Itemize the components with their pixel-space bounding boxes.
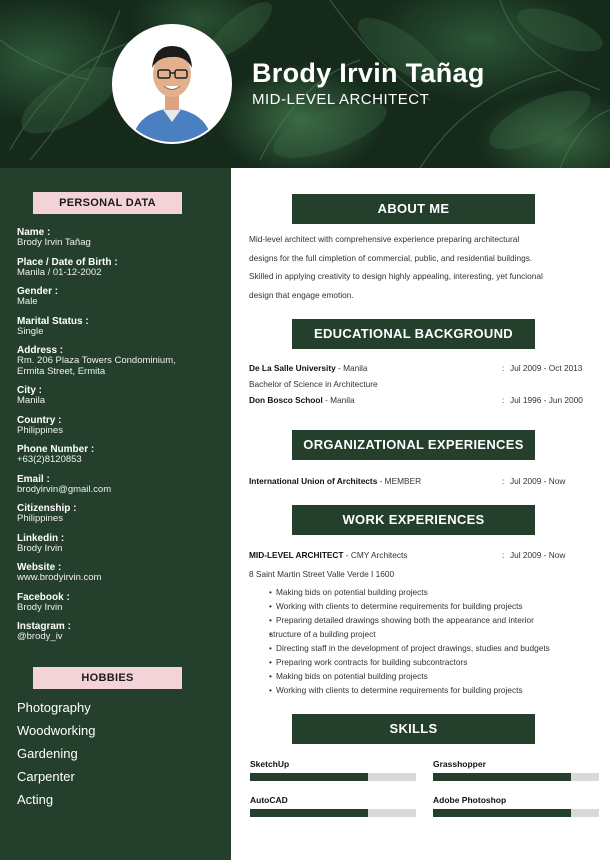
pd-label: Phone Number : [17, 444, 95, 455]
skill-bar-track [433, 773, 599, 781]
hobby-item: Gardening [17, 746, 78, 761]
pd-value: Manila [17, 395, 45, 406]
pd-website [17, 562, 222, 584]
skill-grasshopper [433, 759, 599, 781]
company-name: - CMY Architects [343, 550, 408, 560]
hobby-item: Carpenter [17, 769, 75, 784]
separator-colon: : [502, 550, 505, 560]
education-row [249, 394, 594, 406]
separator-colon: : [502, 395, 505, 405]
skill-name: AutoCAD [250, 795, 288, 805]
about-line: design that engage emotion. [249, 289, 354, 300]
pd-value: www.brodyirvin.com [17, 572, 102, 583]
pd-label: Gender : [17, 286, 59, 297]
organization-name: International Union of Architects [249, 476, 378, 486]
profile-photo [112, 24, 232, 144]
work-row [249, 549, 594, 561]
pd-value: Rm. 206 Plaza Towers Condominium, [17, 355, 176, 366]
duty-item: • Making bids on potential building projects [269, 585, 599, 599]
pd-phone [17, 444, 222, 466]
organization-position: - MEMBER [377, 476, 422, 486]
duty-item: • Directing staff in the development of project drawings, studies and budgets [269, 641, 599, 655]
job-title: MID-LEVEL ARCHITECT [249, 550, 344, 560]
pd-label: Address : [17, 345, 64, 356]
date-range: Jul 2009 - Now [510, 550, 566, 560]
personal-data-list [17, 227, 222, 651]
pd-name [17, 227, 222, 249]
organizational-heading: ORGANIZATIONAL EXPERIENCES [292, 430, 535, 460]
skill-autocad [250, 795, 416, 817]
candidate-role: MID-LEVEL ARCHITECT [252, 91, 430, 108]
sidebar [0, 168, 231, 860]
about-text [249, 230, 594, 304]
date-range: Jul 1996 - Jun 2000 [510, 395, 583, 405]
main-content [231, 168, 610, 860]
pd-instagram [17, 621, 222, 643]
pd-value: @brody_iv [17, 631, 63, 642]
duty-item: • Working with clients to determine requirements for building projects [269, 599, 599, 613]
pd-label: Email : [17, 473, 50, 485]
date-range: Jul 2009 - Oct 2013 [510, 363, 583, 373]
school-name: Don Bosco School [249, 395, 323, 405]
pd-label: Country : [17, 414, 62, 426]
pd-gender [17, 286, 222, 308]
skill-sketchup [250, 759, 416, 781]
duty-item: • Preparing work contracts for building subcontractors [269, 655, 599, 669]
hobby-item: Acting [17, 792, 54, 807]
pd-country [17, 415, 222, 437]
pd-birth [17, 257, 222, 279]
about-heading: ABOUT ME [292, 194, 535, 224]
pd-value: Single [17, 325, 44, 337]
hobby-item: Woodworking [17, 723, 96, 738]
pd-label: Marital Status : [17, 315, 89, 327]
pd-value: Brody Irvin [17, 601, 63, 613]
skill-name: Grasshopper [433, 759, 486, 769]
separator-colon: : [502, 363, 505, 373]
pd-email [17, 474, 222, 496]
duty-item: • Working with clients to determine requirements for building projects [269, 683, 599, 697]
about-line: Mid-level architect with comprehensive experience preparing architectural [249, 234, 520, 244]
pd-value: Philippines [17, 513, 63, 524]
pd-value-line2: Ermita Street, Ermita [17, 365, 106, 377]
school-place: - Manila [335, 363, 368, 373]
skill-bar-fill [433, 773, 571, 781]
pd-label: Website : [17, 562, 62, 573]
skill-bar-fill [250, 809, 368, 817]
work-duties-list [269, 585, 599, 697]
pd-value: +63(2)8120853 [17, 454, 82, 465]
pd-label: Name : [17, 227, 51, 238]
pd-label: City : [17, 385, 42, 396]
skill-bar-track [433, 809, 599, 817]
date-range: Jul 2009 - Now [510, 476, 566, 486]
pd-label: Facebook : [17, 591, 70, 603]
about-line: designs for the full cimpletion of commercial, public, and residential buildings. [249, 252, 533, 263]
school-name: De La Salle University [249, 363, 336, 373]
pd-value: Philippines [17, 424, 63, 436]
degree: Bachelor of Science in Architecture [249, 379, 378, 389]
pd-label: Linkedin : [17, 532, 65, 544]
pd-value: Brody Irvin [17, 542, 63, 554]
company-address: 8 Saint Martin Street Valle Verde I 1600 [249, 569, 395, 579]
duty-item: • Making bids on potential building projects [269, 669, 599, 683]
pd-label: Instagram : [17, 621, 71, 632]
skill-bar-track [250, 773, 416, 781]
duty-item-continuation: • structure of a building project [269, 627, 599, 641]
skill-bar-fill [433, 809, 571, 817]
pd-facebook [17, 592, 222, 614]
education-heading: EDUCATIONAL BACKGROUND [292, 319, 535, 349]
pd-address [17, 345, 222, 377]
about-line: Skilled in applying creativity to design highly appealing, interesting, yet funcional [249, 271, 543, 281]
skill-bar-track [250, 809, 416, 817]
education-row [249, 362, 594, 374]
skill-bar-fill [250, 773, 368, 781]
hobbies-list [17, 696, 96, 811]
organization-row [249, 475, 594, 487]
separator-colon: : [502, 476, 505, 486]
work-heading: WORK EXPERIENCES [292, 505, 535, 535]
pd-label: Place / Date of Birth : [17, 256, 118, 268]
pd-value: Male [17, 296, 38, 307]
pd-value: brodyirvin@gmail.com [17, 483, 112, 495]
candidate-name: Brody Irvin Tañag [252, 58, 485, 88]
school-place: - Manila [322, 395, 355, 405]
pd-label: Citizenship : [17, 503, 77, 514]
header-banner [0, 0, 610, 168]
pd-citizenship [17, 503, 222, 525]
skill-name: Adobe Photoshop [433, 795, 507, 805]
pd-marital-status [17, 316, 222, 338]
hobby-item: Photography [17, 700, 91, 715]
skills-heading: SKILLS [292, 714, 535, 744]
pd-value: Brody Irvin Tañag [17, 237, 91, 248]
skill-name: SketchUp [250, 759, 290, 769]
pd-value: Manila / 01-12-2002 [17, 266, 102, 278]
pd-linkedin [17, 533, 222, 555]
hobbies-heading: HOBBIES [33, 667, 182, 689]
personal-data-heading: PERSONAL DATA [33, 192, 182, 214]
person-avatar-icon [114, 26, 230, 142]
pd-city [17, 385, 222, 407]
skill-adobe-photoshop [433, 795, 599, 817]
duty-item: • Preparing detailed drawings showing both the appearance and interior [269, 613, 599, 627]
